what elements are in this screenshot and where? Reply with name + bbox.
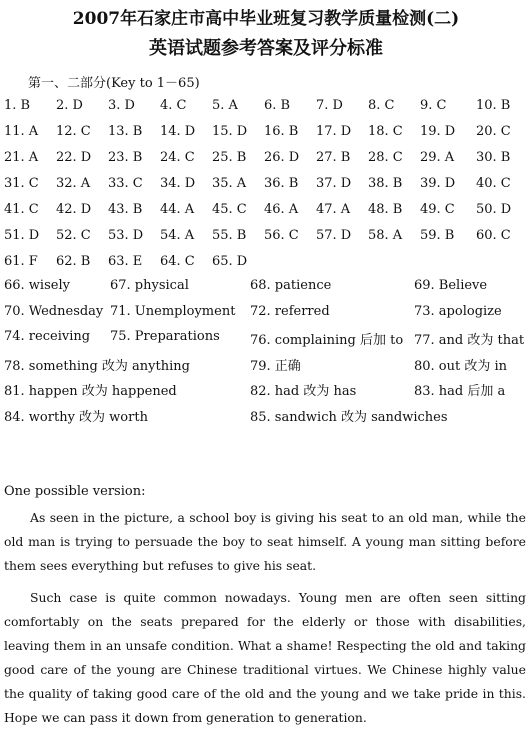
- answer-cell: 11. A: [4, 124, 39, 139]
- fill-answer: 81. happen 改为 happened: [4, 384, 177, 399]
- answer-cell: 15. D: [212, 124, 248, 139]
- answer-cell: 28. C: [368, 150, 403, 165]
- answer-cell: 55. B: [212, 228, 247, 243]
- answer-cell: 8. C: [368, 98, 395, 113]
- fill-row: [0, 329, 532, 355]
- essay-paragraph: As seen in the picture, a school boy is giving his seat to an old man, while the old man is trying to persuade the boy to seat himself. A young man sitting before them sees everything but refuses to give his seat.: [4, 510, 526, 573]
- answer-cell: 18. C: [368, 124, 403, 139]
- fill-answer: 74. receiving: [4, 329, 91, 344]
- fill-answer: 69. Believe: [414, 278, 488, 293]
- answer-cell: 14. D: [160, 124, 196, 139]
- fill-answer: 83. had 后加 a: [414, 384, 506, 399]
- fill-row: [0, 355, 532, 381]
- fill-row: [0, 304, 532, 330]
- fill-answer: 68. patience: [250, 278, 332, 293]
- answer-cell: 62. B: [56, 254, 91, 269]
- answer-cell: 13. B: [108, 124, 143, 139]
- answer-cell: 10. B: [476, 98, 511, 113]
- answer-cell: 45. C: [212, 202, 247, 217]
- answer-cell: 47. A: [316, 202, 351, 217]
- answer-cell: 51. D: [4, 228, 40, 243]
- fill-answer: 85. sandwich 改为 sandwiches: [250, 409, 448, 425]
- answer-cell: 49. C: [420, 202, 455, 217]
- answer-cell: 26. D: [264, 150, 300, 165]
- answer-cell: 48. B: [368, 202, 403, 217]
- answer-cell: 25. B: [212, 150, 247, 165]
- fill-answer: 71. Unemployment: [110, 303, 236, 319]
- answer-cell: 22. D: [56, 150, 92, 165]
- answer-cell: 23. B: [108, 150, 143, 165]
- answer-cell: 40. C: [476, 176, 511, 191]
- answer-cell: 37. D: [316, 176, 352, 191]
- fill-answer: 73. apologize: [414, 303, 502, 319]
- answer-cell: 27. B: [316, 150, 351, 165]
- answer-cell: 64. C: [160, 254, 195, 269]
- answer-cell: 41. C: [4, 202, 39, 217]
- answer-cell: 61. F: [4, 254, 38, 269]
- essay-paragraph: Such case is quite common nowadays. Young men are often seen sitting comfortably on the seats prepared for the elderly or those with disabilities, leaving them in an unsafe condition. What a shame! Respecting the old and taking good care of the young are Chinese traditional virtues. We Chinese highly value the quality of taking good care of the old and the young and we take pride in this. Hope we can pass it down from generation to generation.: [4, 590, 526, 725]
- answer-cell: 29. A: [420, 150, 455, 165]
- answer-cell: 17. D: [316, 124, 352, 139]
- answer-cell: 54. A: [160, 228, 195, 243]
- answer-cell: 2. D: [56, 98, 83, 113]
- answer-cell: 4. C: [160, 98, 187, 113]
- essay-label: One possible version:: [4, 484, 146, 499]
- answer-cell: 42. D: [56, 202, 92, 217]
- answer-cell: 52. C: [56, 228, 91, 243]
- answer-cell: 21. A: [4, 150, 39, 165]
- fill-answer: 82. had 改为 has: [250, 384, 357, 399]
- answer-cell: 38. B: [368, 176, 403, 191]
- answer-cell: 39. D: [420, 176, 456, 191]
- answer-cell: 56. C: [264, 228, 299, 243]
- answer-cell: 35. A: [212, 176, 247, 191]
- answer-cell: 43. B: [108, 202, 143, 217]
- answer-cell: 16. B: [264, 124, 299, 139]
- answer-cell: 53. D: [108, 228, 144, 243]
- fill-answer: 84. worthy 改为 worth: [4, 409, 148, 425]
- answer-cell: 7. D: [316, 98, 343, 113]
- fill-answer: 76. complaining 后加 to: [250, 333, 404, 348]
- answer-cell: 3. D: [108, 98, 135, 113]
- document-title: 2007年石家庄市高中毕业班复习教学质量检测(二): [72, 9, 460, 29]
- answer-cell: 31. C: [4, 176, 39, 191]
- answer-cell: 50. D: [476, 202, 512, 217]
- fill-row: [0, 406, 532, 432]
- answer-cell: 59. B: [420, 228, 455, 243]
- fill-in-answers: [0, 278, 532, 431]
- fill-answer: 77. and 改为 that: [414, 333, 525, 348]
- answer-cell: 12. C: [56, 124, 91, 139]
- fill-answer: 66. wisely: [4, 278, 70, 293]
- answer-cell: 63. E: [108, 254, 143, 269]
- fill-answer: 75. Preparations: [110, 329, 220, 344]
- answer-cell: 33. C: [108, 176, 143, 191]
- fill-answer: 72. referred: [250, 303, 330, 319]
- answer-cell: 20. C: [476, 124, 511, 139]
- answer-cell: 5. A: [212, 98, 238, 113]
- answer-cell: 36. B: [264, 176, 299, 191]
- document-subtitle: 英语试题参考答案及评分标准: [149, 38, 383, 59]
- fill-answer: 67. physical: [110, 278, 189, 293]
- answer-cell: 19. D: [420, 124, 456, 139]
- model-essay: [4, 506, 526, 738]
- section-label: 第一、二部分(Key to 1－65): [28, 76, 200, 91]
- answer-cell: 9. C: [420, 98, 447, 113]
- fill-row: [0, 380, 532, 406]
- answer-cell: 44. A: [160, 202, 195, 217]
- answer-cell: 60. C: [476, 228, 511, 243]
- answer-cell: 57. D: [316, 228, 352, 243]
- answer-cell: 24. C: [160, 150, 195, 165]
- fill-answer: 79. 正确: [250, 358, 301, 374]
- answer-cell: 34. D: [160, 176, 196, 191]
- answer-cell: 6. B: [264, 98, 291, 113]
- fill-answer: 80. out 改为 in: [414, 358, 508, 374]
- fill-answer: 70. Wednesday: [4, 303, 104, 319]
- answer-cell: 58. A: [368, 228, 403, 243]
- answer-cell: 46. A: [264, 202, 299, 217]
- fill-answer: 78. something 改为 anything: [4, 358, 190, 374]
- answer-cell: 30. B: [476, 150, 511, 165]
- answer-cell: 65. D: [212, 254, 248, 269]
- fill-row: [0, 278, 532, 304]
- answer-cell: 32. A: [56, 176, 91, 191]
- answer-cell: 1. B: [4, 98, 31, 113]
